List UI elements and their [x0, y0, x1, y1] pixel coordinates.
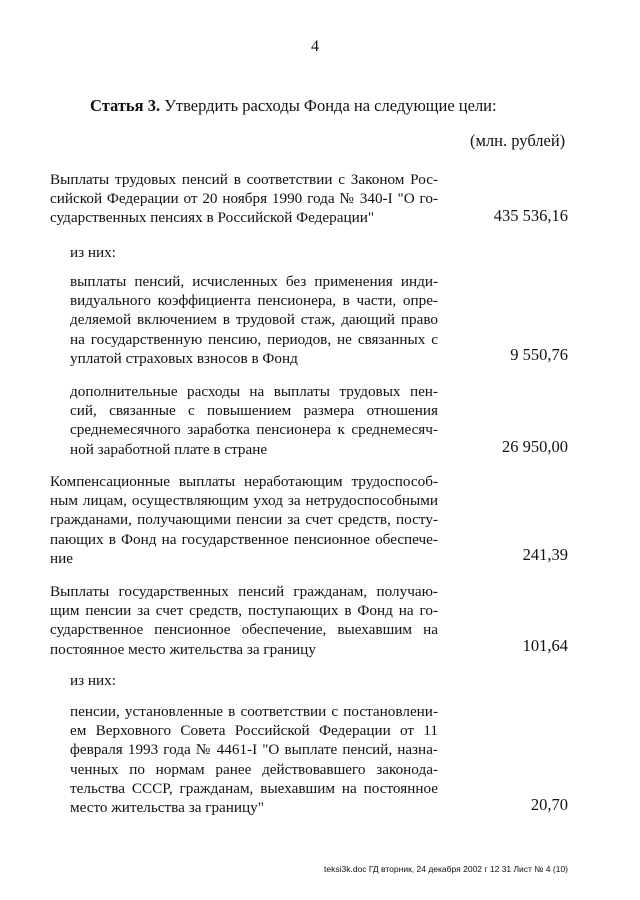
text-line: пающих в Фонд на государственное пенсионное обеспече-	[50, 530, 438, 548]
text-line: сий, связанные с повышением размера отношения	[70, 402, 438, 420]
text-line: на государственную пенсию, периодов, не связанных с	[70, 330, 438, 348]
text-line: тельства СССР, гражданам, выехавшим на постоянное	[70, 779, 438, 797]
article-text: Утвердить расходы Фонда на следующие цели:	[164, 96, 497, 115]
text-line: место жительства за границу"	[70, 799, 264, 817]
text-line: постоянное место жительства за границу	[50, 640, 316, 658]
article-heading	[90, 96, 497, 116]
text-line: ченных по нормам ранее действовавшего законода-	[70, 760, 438, 778]
document-footer: teksi3k.doc ГД вторник, 24 декабря 2002 г 12 31 Лист № 4 (10)	[324, 864, 568, 874]
text-line: уплатой страховых взносов в Фонд	[70, 349, 298, 367]
amount-additional-expenses: 26 950,00	[502, 437, 568, 456]
text-line: дополнительные расходы на выплаты трудовых пен-	[70, 383, 438, 400]
amount-state-pensions-abroad: 101,64	[522, 636, 568, 655]
text-line: из них:	[70, 244, 116, 261]
text-line: из них:	[70, 672, 116, 689]
item-additional-expenses	[70, 382, 438, 459]
text-line: февраля 1993 года № 4461-I "О выплате пенсий, назна-	[70, 741, 438, 759]
text-line: деляемой включением в трудовой стаж, дающий право	[70, 311, 438, 329]
text-line: Выплаты государственных пенсий гражданам, получаю-	[50, 583, 438, 600]
item-pensions-by-resolution	[70, 702, 438, 817]
text-line: Выплаты трудовых пенсий в соответствии с Законом Рос-	[50, 171, 438, 188]
text-line: среднемесячного заработка пенсионера к среднемесяч-	[70, 421, 438, 439]
text-line: пенсии, установленные в соответствии с постановлени-	[70, 703, 438, 720]
unit-label: (млн. рублей)	[470, 131, 566, 150]
text-line: сударственное пенсионное обеспечение, выехавшим на	[50, 621, 438, 639]
text-line: ние	[50, 549, 73, 567]
amount-pensions-without-coefficient: 9 550,76	[510, 345, 568, 364]
article-label: Статья 3.	[90, 96, 161, 115]
text-line: сударственных пенсиях в Российской Федерации"	[50, 209, 375, 227]
amount-labor-pensions: 435 536,16	[493, 206, 568, 225]
item-labor-pensions	[50, 170, 438, 228]
amount-pensions-by-resolution: 20,70	[530, 795, 568, 814]
item-of-which-2	[70, 671, 270, 690]
page-number: 4	[311, 38, 319, 55]
item-of-which-1	[70, 243, 270, 262]
text-line: Компенсационные выплаты неработающим трудоспособ-	[50, 473, 438, 490]
amount-compensation-payments: 241,39	[522, 545, 568, 564]
text-line: гражданами, получающими пенсии за счет средств, посту-	[50, 511, 438, 529]
text-line: ной заработной плате в стране	[70, 440, 268, 458]
text-line: щим пенсии за счет средств, поступающих в Фонд на го-	[50, 602, 438, 620]
item-compensation-payments	[50, 472, 438, 568]
text-line: ем Верховного Совета Российской Федерации от 11	[70, 722, 438, 740]
item-pensions-without-coefficient	[70, 272, 438, 368]
text-line: видуального коэффициента пенсионера, в части, опре-	[70, 292, 438, 310]
text-line: ным лицам, осуществляющим уход за нетрудоспособными	[50, 492, 438, 510]
text-line: выплаты пенсий, исчисленных без применения инди-	[70, 273, 438, 290]
text-line: сийской Федерации от 20 ноября 1990 года № 340-I "О го-	[50, 190, 438, 208]
item-state-pensions-abroad	[50, 582, 438, 659]
